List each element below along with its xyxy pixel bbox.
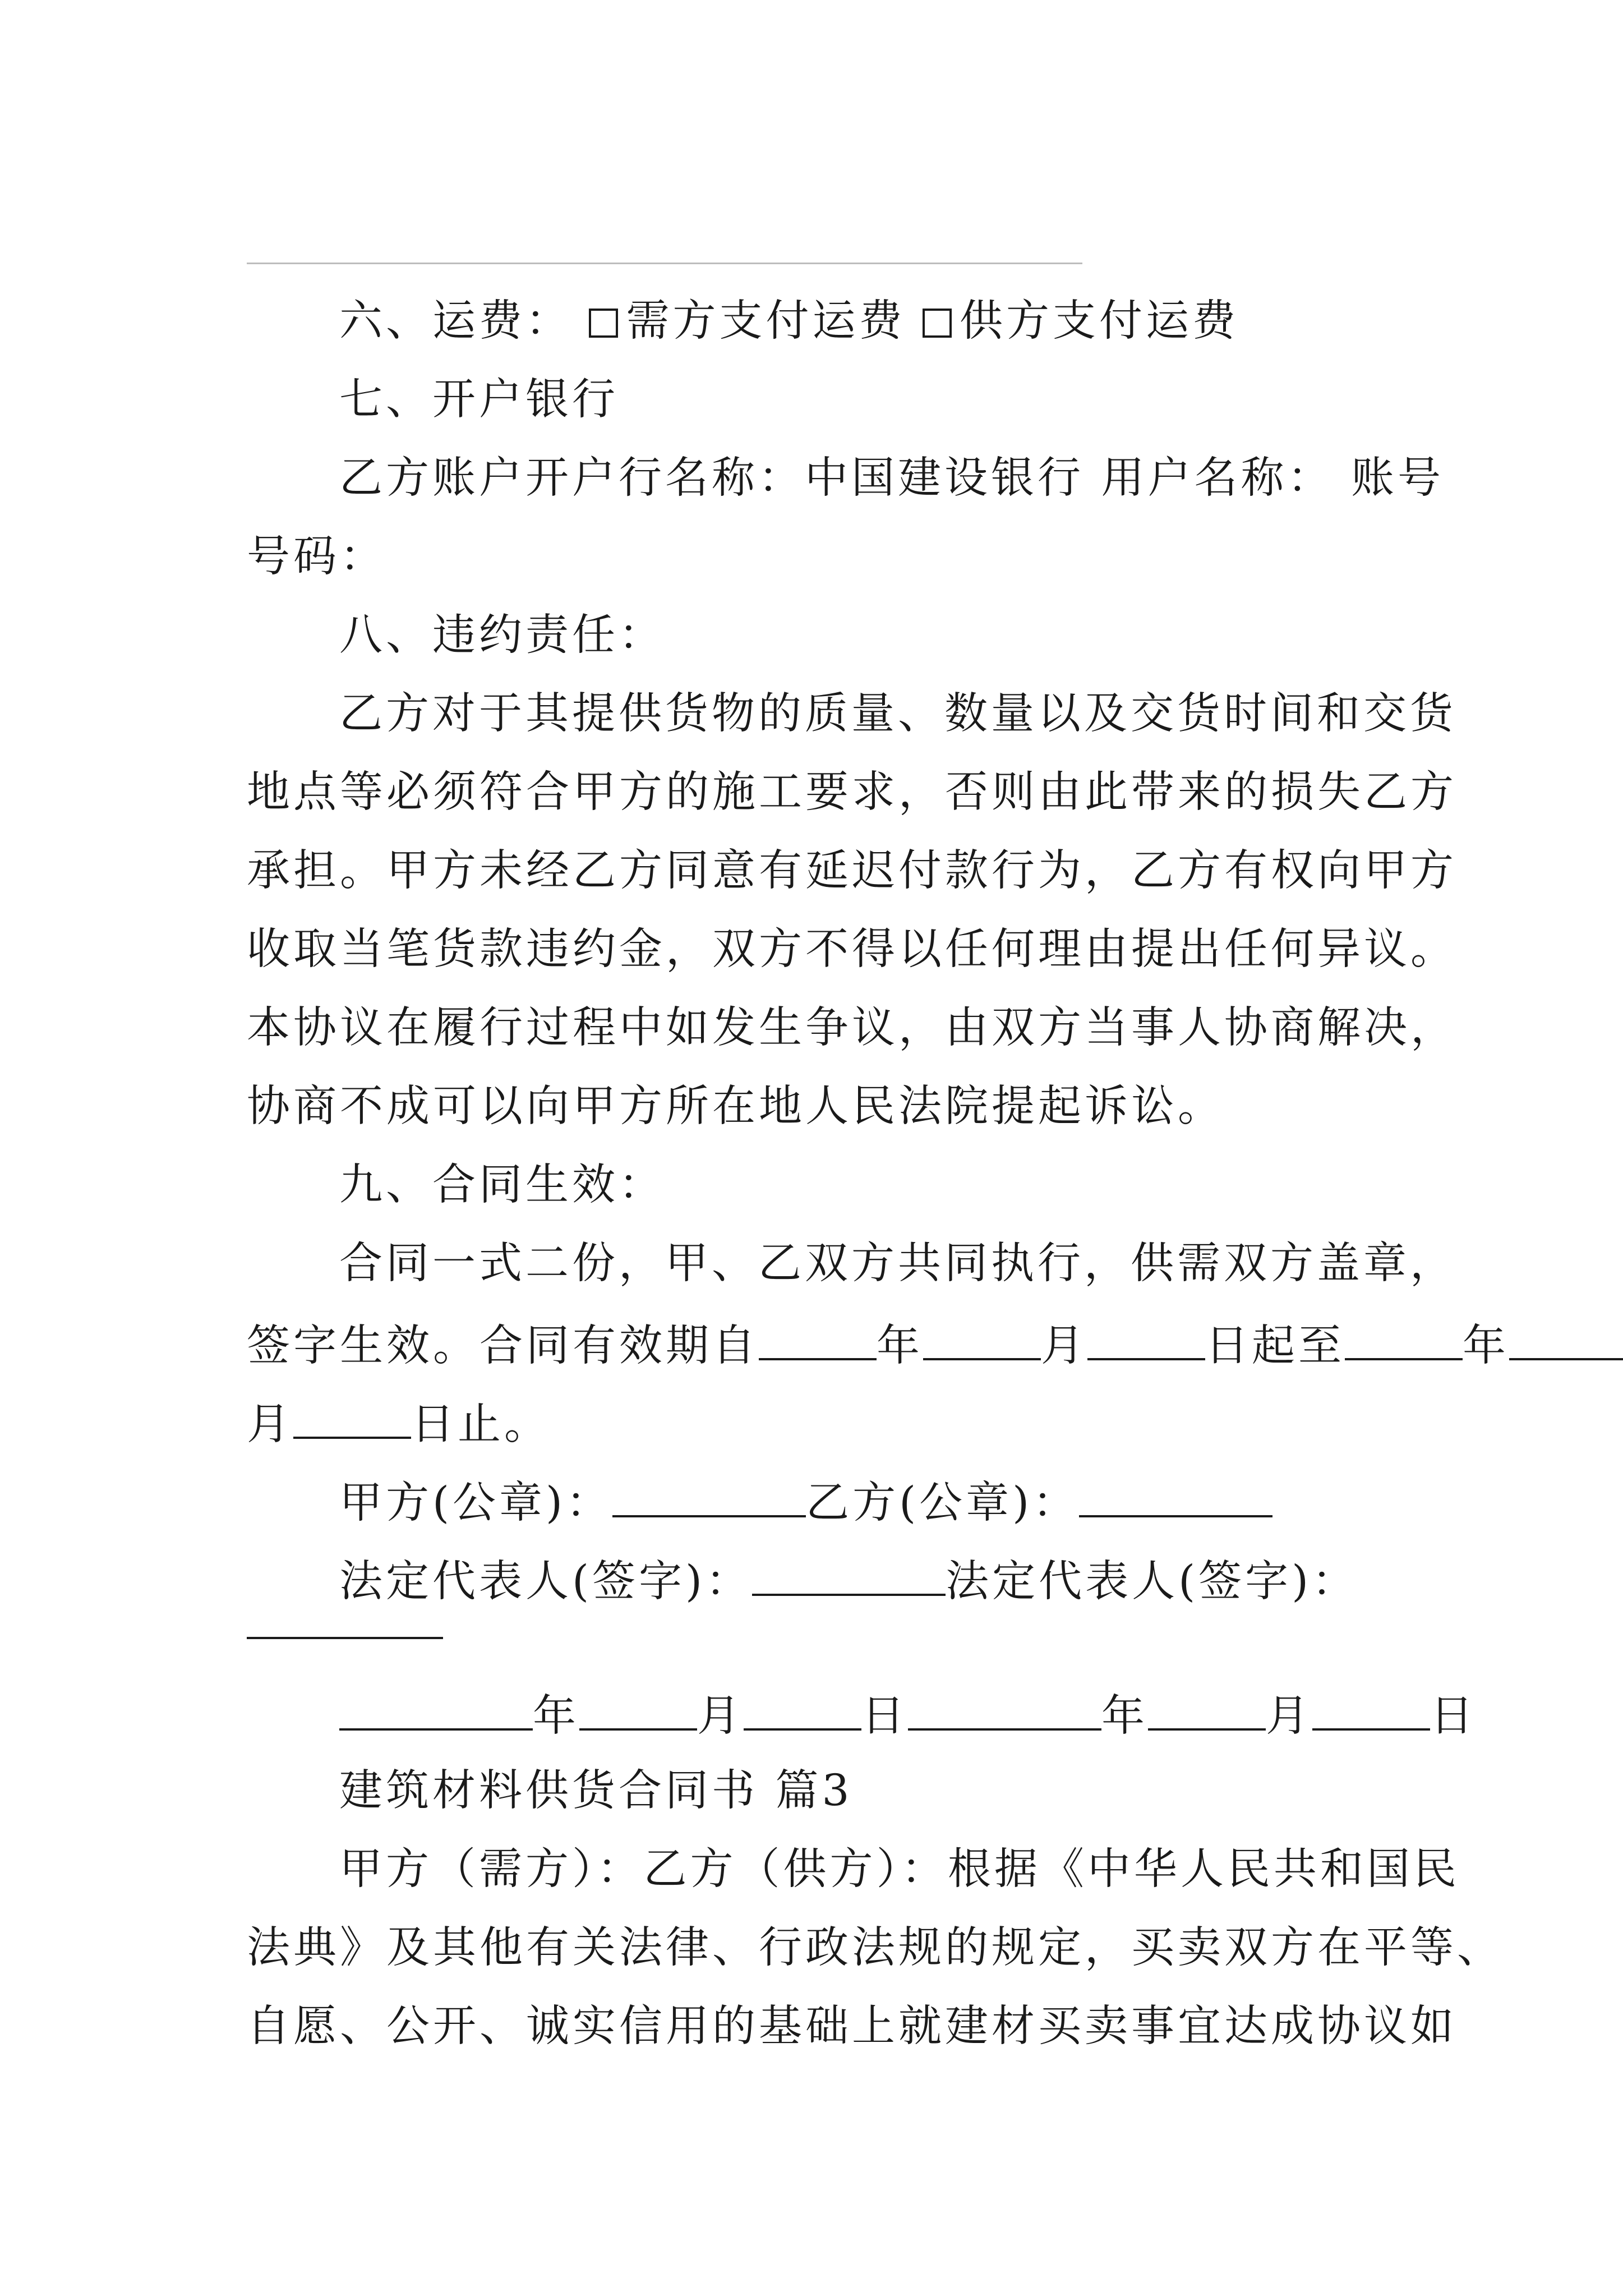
- freight-clause: [247, 295, 1489, 348]
- header-rule: [247, 263, 1082, 264]
- rep-b-label: 法定代表人(签字)：: [946, 1557, 1359, 1607]
- party-a-seal-blank[interactable]: [612, 1473, 806, 1517]
- freight-option-supplier: 供方支付运费: [959, 296, 1239, 346]
- liability-line: 地点等必须符合甲方的施工要求，否则由此带来的损失乙方: [247, 767, 1457, 817]
- section-line: 法典》及其他有关法律、行政法规的规定，买卖双方在平等、: [247, 1923, 1504, 1973]
- party-a-seal-label: 甲方(公章)：: [339, 1478, 613, 1528]
- bank-line-1: 乙方账户开户行名称：中国建设银行 用户名称： 账号: [339, 453, 1444, 503]
- blank-sign-month-a[interactable]: [579, 1686, 697, 1731]
- blank-sign-day-a[interactable]: [744, 1686, 861, 1731]
- year-label: 年: [1463, 1321, 1509, 1371]
- blank-sign-month-b[interactable]: [1148, 1686, 1266, 1731]
- effect-line-3: [247, 1394, 1396, 1448]
- liability-heading: 八、违约责任：: [339, 610, 665, 660]
- rep-a-blank[interactable]: [752, 1551, 946, 1596]
- liability-line: 承担。甲方未经乙方同意有延迟付款行为，乙方有权向甲方: [247, 846, 1457, 896]
- blank-end-month[interactable]: [1509, 1315, 1623, 1360]
- year-label: 年: [1101, 1691, 1148, 1741]
- checkbox-supplier-freight[interactable]: [923, 309, 952, 338]
- day-label: 日: [861, 1691, 908, 1741]
- blank-start-day[interactable]: [1087, 1315, 1205, 1360]
- year-label: 年: [877, 1321, 923, 1371]
- liability-line: 收取当笔货款违约金，双方不得以任何理由提出任何异议。: [247, 924, 1457, 974]
- month-label: 月: [697, 1691, 744, 1741]
- blank-start-month[interactable]: [923, 1315, 1041, 1360]
- liability-line: 乙方对于其提供货物的质量、数量以及交货时间和交货: [339, 689, 1456, 739]
- effect-line-1: 合同一式二份，甲、乙双方共同执行，供需双方盖章，: [339, 1239, 1456, 1289]
- section-title: 建筑材料供货合同书 篇3: [339, 1766, 853, 1816]
- checkbox-buyer-freight[interactable]: [589, 309, 618, 338]
- blank-end-day[interactable]: [293, 1394, 411, 1439]
- effect-heading: 九、合同生效：: [339, 1160, 665, 1210]
- liability-line: 协商不成可以向甲方所在地人民法院提起诉讼。: [247, 1082, 1224, 1131]
- blank-start-year[interactable]: [759, 1315, 877, 1360]
- section-line: 自愿、公开、诚实信用的基础上就建材买卖事宜达成协议如: [247, 2001, 1457, 2051]
- bank-heading: 七、开户银行: [339, 375, 619, 425]
- day-end-label: 日止。: [411, 1400, 551, 1450]
- month-label: 月: [1041, 1321, 1087, 1371]
- month-label: 月: [1266, 1691, 1312, 1741]
- freight-option-buyer: 需方支付运费: [626, 296, 906, 346]
- liability-line: 本协议在履行过程中如发生争议，由双方当事人协商解决，: [247, 1003, 1457, 1053]
- day-label: 日: [1430, 1691, 1477, 1741]
- blank-sign-year-a[interactable]: [339, 1686, 533, 1731]
- effect-line-2-prefix: 签字生效。合同有效期自: [247, 1321, 759, 1371]
- day-from-label: 日起至: [1205, 1321, 1345, 1371]
- blank-end-year[interactable]: [1345, 1315, 1463, 1360]
- section-line: 甲方（需方）：乙方（供方）：根据《中华人民共和国民: [339, 1844, 1460, 1894]
- blank-sign-day-b[interactable]: [1312, 1686, 1430, 1731]
- party-b-seal-label: 乙方(公章)：: [806, 1478, 1080, 1528]
- representative-line: [247, 1551, 1489, 1605]
- signature-date-line: [247, 1686, 1489, 1740]
- bank-line-2: 号码：: [247, 532, 386, 582]
- year-label: 年: [533, 1691, 579, 1741]
- blank-sign-year-b[interactable]: [908, 1686, 1101, 1731]
- month-label: 月: [247, 1400, 293, 1450]
- rep-a-label: 法定代表人(签字)：: [339, 1557, 753, 1607]
- party-b-seal-blank[interactable]: [1079, 1473, 1272, 1517]
- effect-line-2: [247, 1315, 1509, 1371]
- freight-label: 六、运费：: [339, 296, 572, 346]
- rep-b-blank[interactable]: [247, 1637, 443, 1639]
- seal-line: [247, 1473, 1489, 1526]
